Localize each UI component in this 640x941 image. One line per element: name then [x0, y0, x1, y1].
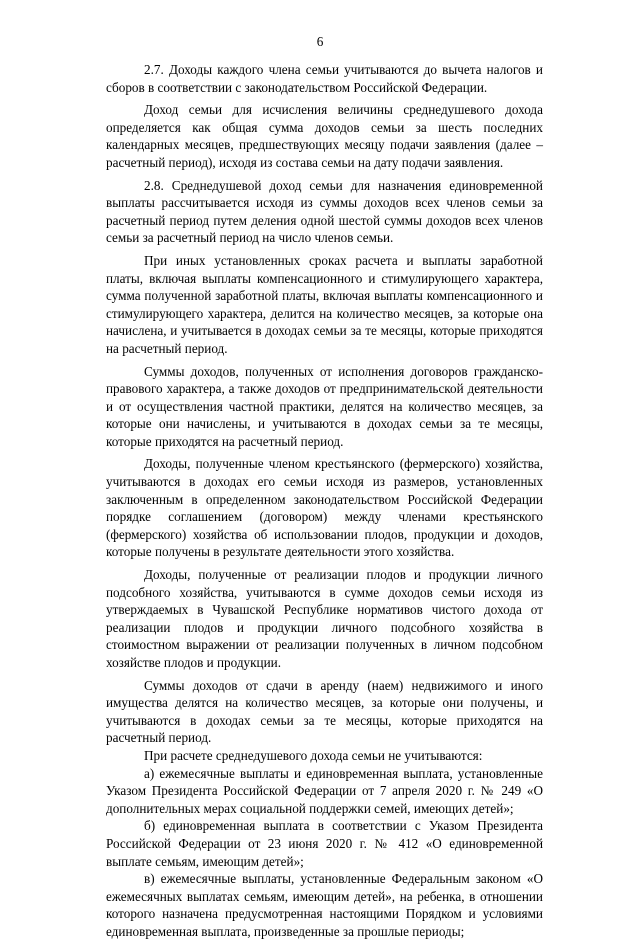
paragraph-2-7: 2.7. Доходы каждого члена семьи учитываются до вычета налогов и сборов в соответствии с законодательством Российской Федерации.	[106, 62, 543, 95]
paragraph-rental-income: Суммы доходов от сдачи в аренду (наем) недвижимого и иного имущества делятся на количество месяцев, за которые они получены, и учитываются в доходах семьи за те месяцы, которые приходятся на расчетный период.	[106, 677, 543, 746]
page-number: 6	[316, 34, 324, 49]
paragraph-household-plot-income: Доходы, полученные от реализации плодов и продукции личного подсобного хозяйства, учитываются в сумме доходов семьи исходя из утверждаемых в Чувашской Республике нормативов чистого дохода от реализации плодов и продукции личного подсобного хозяйства в стоимостном выражении от реализации полученных в личном подсобном хозяйстве плодов и продукции.	[106, 567, 543, 670]
document-body	[106, 61, 543, 941]
paragraph-exclusions-intro: При расчете среднедушевого дохода семьи не учитываются:	[144, 747, 483, 763]
paragraph-civil-contracts: Суммы доходов, полученных от исполнения договоров гражданско-правового характера, а также доходов от предпринимательской деятельности и от осуществления частной практики, делятся на количество месяцев, за которые они начислены, и учитываются в доходах семьи за те месяцы, которые приходятся на расчетный период.	[106, 363, 543, 449]
paragraph-family-income-definition: Доход семьи для исчисления величины среднедушевого дохода определяется как общая сумма доходов семьи за шесть последних календарных месяцев, предшествующих месяцу подачи заявления (далее – расчетный период), исходя из состава семьи на дату подачи заявления.	[106, 102, 543, 170]
list-item-a: а) ежемесячные выплаты и единовременная выплата, установленные Указом Президента Российской Федерации от 7 апреля 2020 г. № 249 «О дополнительных мерах социальной поддержки семей, имеющих детей»;	[106, 765, 543, 816]
list-item-b: б) единовременная выплата в соответствии с Указом Президента Российской Федерации от 23 июня 2020 г. № 412 «О единовременной выплате семьям, имеющим детей»;	[106, 818, 543, 869]
list-item-v: в) ежемесячные выплаты, установленные Федеральным законом «О ежемесячных выплатах семьям, имеющим детей», на ребенка, в отношении которого назначена предусмотренная настоящими Порядком и условиями единовременная выплата, произведенные за прошлые периоды;	[106, 871, 543, 939]
paragraph-salary-terms: При иных установленных сроках расчета и выплаты заработной платы, включая выплаты компенсационного и стимулирующего характера, сумма полученной заработной платы, включая выплаты компенсационного и стимулирующего характера, делится на количество месяцев, за которые она начислена, и учитывается в доходах семьи за те месяцы, которые приходятся на расчетный период.	[106, 252, 543, 356]
paragraph-farm-income: Доходы, полученные членом крестьянского (фермерского) хозяйства, учитываются в доходах его семьи исходя из размеров, установленных заключенным в определенном законодательством Российской Федерации порядке соглашением (договором) между членами крестьянского (фермерского) хозяйства об использовании плодов, продукции и доходов, которые получены в результате деятельности этого хозяйства.	[106, 456, 543, 560]
paragraph-2-8: 2.8. Среднедушевой доход семьи для назначения единовременной выплаты рассчитывается исходя из суммы доходов всех членов семьи за расчетный период путем деления одной шестой суммы доходов всех членов семьи за расчетный период на число членов семьи.	[106, 177, 543, 246]
